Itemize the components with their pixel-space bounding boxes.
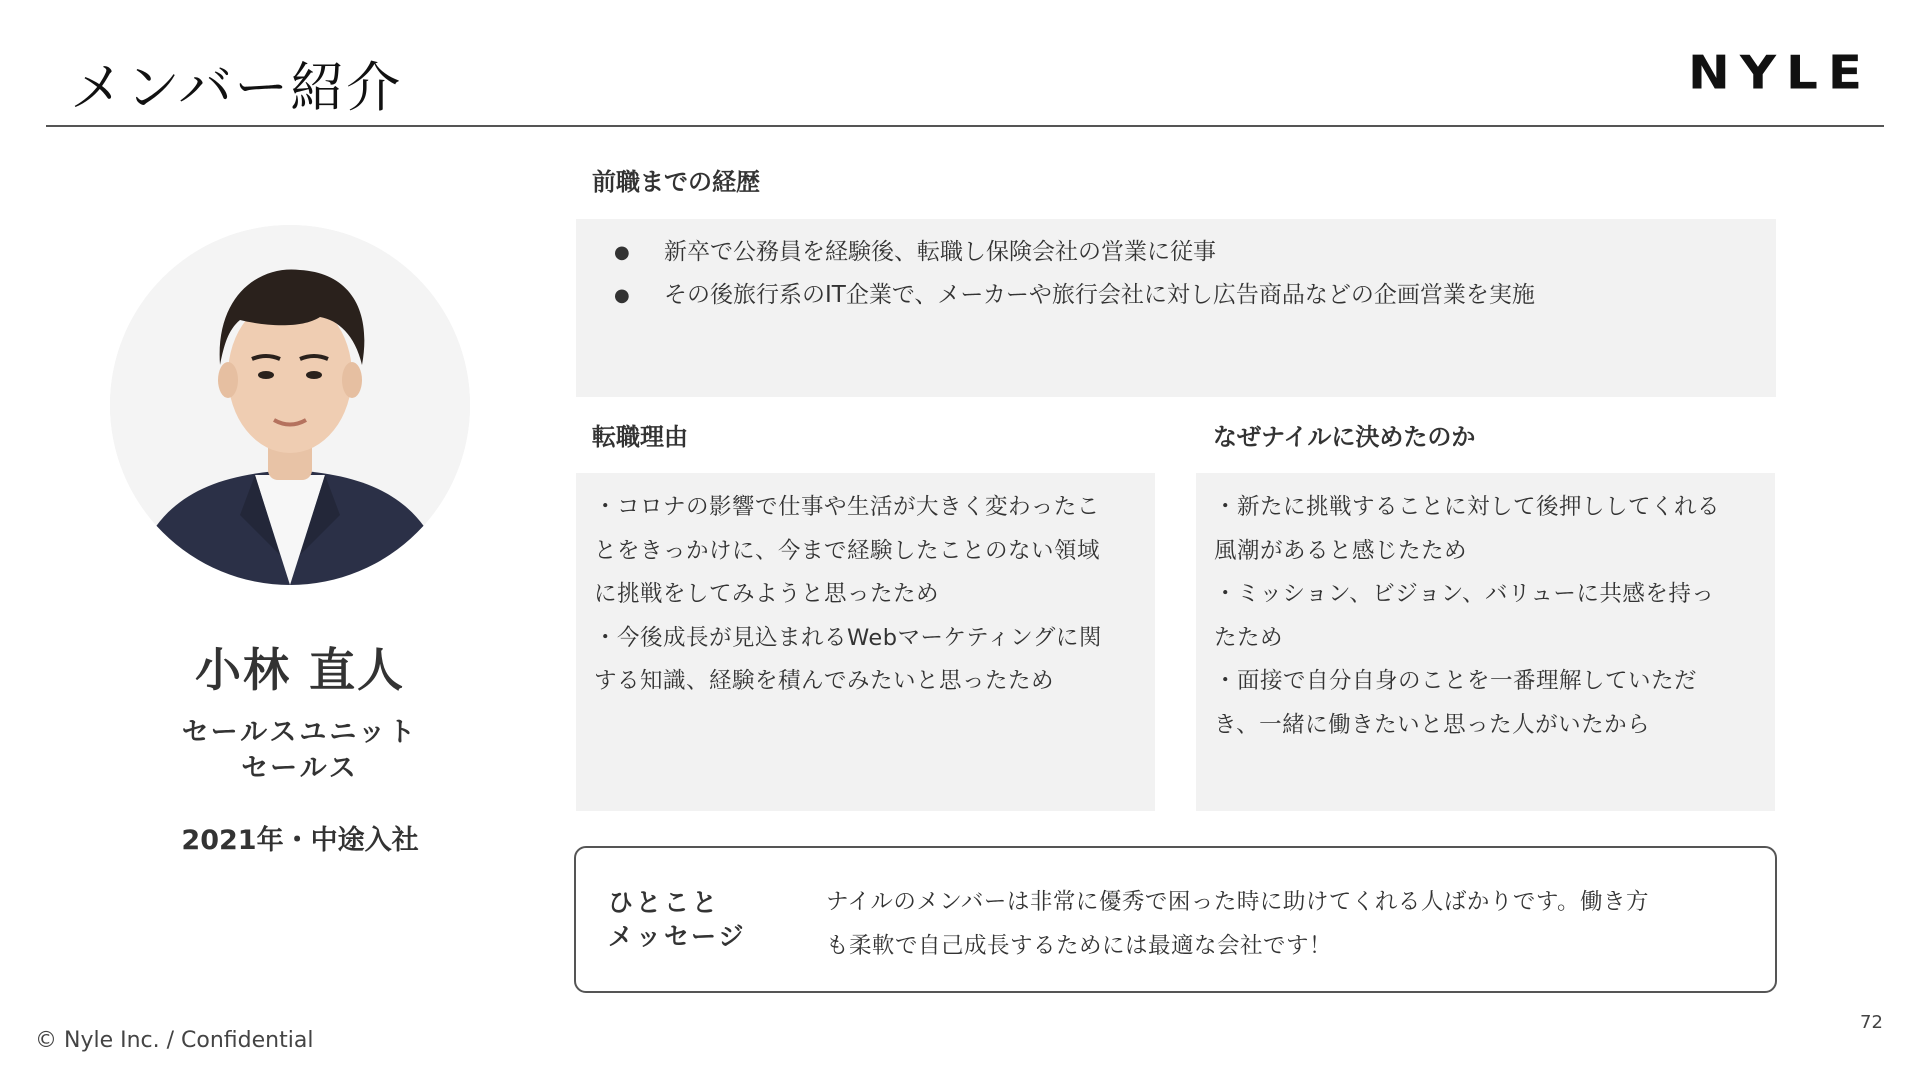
person-portrait-icon [110,225,470,585]
reason-text [594,486,1102,704]
member-name: 小林 直人 [194,643,405,697]
text-line: 風潮があると感じたため [1214,537,1468,564]
list-item [614,274,1535,317]
message-text [826,880,1649,968]
why-nyle-box [1196,473,1775,811]
why-nyle-text [1214,486,1720,747]
message-label-line: メッセージ [608,922,747,951]
career-item-text: その後旅行系のIT企業で、メーカーや旅行会社に対し広告商品などの企画営業を実施 [664,282,1535,308]
text-line: ・面接で自分自身のことを一番理解していただ [1214,668,1698,694]
text-line: ナイルのメンバーは非常に優秀で困った時に助けてくれる人ばかりです。働き方 [826,889,1650,915]
text-line: き、一緒に働きたいと思った人がいたから [1214,711,1651,738]
member-join-info: 2021年・中途入社 [181,825,419,856]
text-line: ・ミッション、ビジョン、バリューに共感を持っ [1214,581,1715,607]
page-number: 72 [1860,1012,1883,1033]
text-line: に挑戦をしてみようと思ったため [594,581,940,607]
list-item [614,231,1535,274]
career-item-text: 新卒で公務員を経験後、転職し保険会社の営業に従事 [664,239,1216,265]
member-unit [100,715,500,787]
text-line: ・今後成長が見込まれるWebマーケティングに関 [594,624,1102,651]
nyle-logo: NYLE [1688,46,1873,100]
career-list [614,231,1535,317]
career-box [576,219,1776,397]
member-role-line: セールス [241,753,359,784]
bullet-icon: ● [614,242,630,263]
reason-box [576,473,1155,811]
why-nyle-heading: なぜナイルに決めたのか [1213,423,1476,451]
career-heading: 前職までの経歴 [592,168,760,196]
text-line: ・コロナの影響で仕事や生活が大きく変わったこ [594,494,1100,520]
text-line: も柔軟で自己成長するためには最適な会社です！ [826,933,1333,959]
text-line: する知識、経験を積んでみたいと思ったため [594,668,1055,694]
message-label-line: ひとこと [608,888,721,917]
text-line: とをきっかけに、今まで経験したことのない領域 [594,537,1101,564]
reason-heading: 転職理由 [592,423,688,451]
text-line: ・新たに挑戦することに対して後押ししてくれる [1214,494,1721,520]
text-line: たため [1214,624,1284,651]
member-unit-line: セールスユニット [181,717,419,748]
message-label [608,886,747,954]
footer-copyright: © Nyle Inc. / Confidential [35,1028,314,1053]
profile-photo [110,225,470,585]
message-box [574,846,1777,993]
title-divider [46,125,1884,127]
bullet-icon: ● [614,285,630,306]
page-title: メンバー紹介 [70,56,403,119]
